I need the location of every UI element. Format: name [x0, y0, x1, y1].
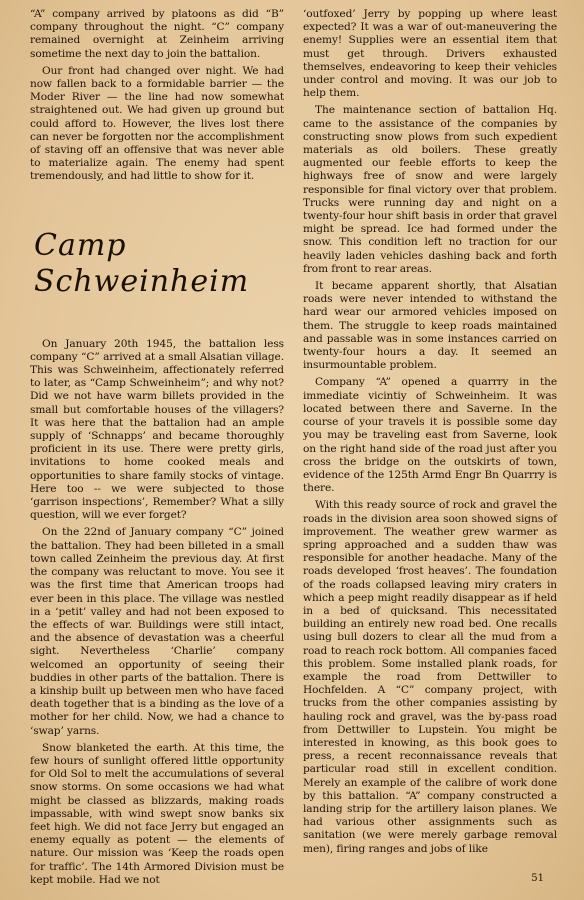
paragraph: “A” company arrived by platoons as did “B” company throughout the night. “C” company remained overnight at Zeinheim arriving sometime the next day to join the battalion.: [30, 8, 284, 60]
paragraph: It became apparent shortly, that Alsatian roads were never intended to withstand the hard wear our armored vehicles imposed on them. The struggle to keep roads maintained and passable was in some instances carried on twenty-four hours a day. It seemed an insurmountable problem.: [303, 280, 557, 372]
paragraph: Company “A” opened a quarrry in the immediate vicintiy of Schweinheim. It was located between there and Saverne. In the course of your travels it is possible some day you may be traveling east from Saverne, look on the right hand side of the road just after you cross the bridge on the outskirts of town, evidence of the 125th Armd Engr Bn Quarrry is there.: [303, 376, 557, 495]
paragraph: Snow blanketed the earth. At this time, the few hours of sunlight offered little opportunity for Old Sol to melt the accumulations of several snow storms. On some occasions we had what might be classed as blizzards, making roads impassable, with wind swept snow banks six feet high. We did not face Jerry but engaged an enemy equally as potent — the elements of nature. Our mission was ‘Keep the roads open for traffic’. The 14th Armored Division must be kept mobile. Had we not: [30, 741, 284, 886]
right-column: [303, 8, 557, 860]
paragraph: On the 22nd of January company “C” joined the battalion. They had been billeted in a small town called Zeinheim the previous day. At first the company was reluctant to move. You see it was the first time that American troops had ever been in this place. The village was nestled in a ‘petit’ valley and had not been exposed to the effects of war. Buildings were still intact, and the absence of devastation was a cheerful sight. Nevertheless ‘Charlie’ company welcomed an opportunity of seeing their buddies in other parts of the battalion. There is a kinship built up between men who have faced death together that is a binding as the love of a mother for her child. Now, we had a chance to ‘swap’ yarns.: [30, 526, 284, 737]
paragraph: With this ready source of rock and gravel the roads in the division area soon showed signs of improvement. The weather grew warmer as spring approached and a sudden thaw was responsible for another headache. Many of the roads developed ‘frost heaves’. The foundation of the roads collapsed leaving miry craters in which a peep might readily disappear as if held in a bed of quicksand. This necessitated building an entirely new road bed. One recalls using bull dozers to clear all the mud from a road to reach rock bottom. All companies faced this problem. Some installed plank roads, for example the road from Dettwiller to Hochfelden. A “C” company project, with trucks from the other companies assisting by hauling rock and gravel, was the by-pass road from Dettwiller to Lupstein. You might be interested in knowing, as this book goes to press, a recent reconnaissance reveals that particular road still in excellent condition. Merely an example of the calibre of work done by this battalion. “A” company constructed a landing strip for the artillery laison planes. We had various other assignments such as sanitation (we were merely garbage removal men), firing ranges and jobs of like: [303, 499, 557, 855]
left-column: [30, 8, 284, 891]
paragraph: Our front had changed over night. We had now fallen back to a formidable barrier — the Moder River — the line had now somewhat straightened out. We had given up ground but could afford to. However, the lives lost there can never be forgotten nor the accomplishment of staving off an offensive that was never able to materialize again. The enemy had spent tremendously, and had little to show for it.: [30, 64, 284, 183]
page-number: 51: [531, 873, 544, 884]
paragraph: ‘outfoxed’ Jerry by popping up where least expected? It was a war of out-maneuvering the enemy! Supplies were an essential item that must get through. Drivers exhausted themselves, endeavoring to keep their vehicles under control and moving. It was our job to help them.: [303, 8, 557, 100]
paragraph: The maintenance section of battalion Hq. came to the assistance of the companies by constructing snow plows from such expedient materials as old boilers. These greatly augmented our feeble efforts to keep the highways free of snow and were largely responsible for final victory over that problem. Trucks were running day and night on a twenty-four hour shift basis in order that gravel might be spread. Ice had formed under the snow. This condition left no traction for our heavily laden vehicles dashing back and forth from front to rear areas.: [303, 104, 557, 275]
section-heading: Camp Schweinheim: [34, 227, 250, 299]
paragraph: On January 20th 1945, the battalion less company “C” arrived at a small Alsatian village. This was Schweinheim, affectionately referred to later, as “Camp Schweinheim”; and why not? Did we not have warm billets provided in the small but comfortable houses of the villagers? It was here that the battalion had an ample supply of ‘Schnapps’ and became thoroughly proficient in its use. There were pretty girls, invitations to home cooked meals and opportunities to share family stocks of vintage. Here too -- we were subjected to those ‘garrison inspections’, Remember? What a silly question, will we ever forget?: [30, 337, 284, 522]
